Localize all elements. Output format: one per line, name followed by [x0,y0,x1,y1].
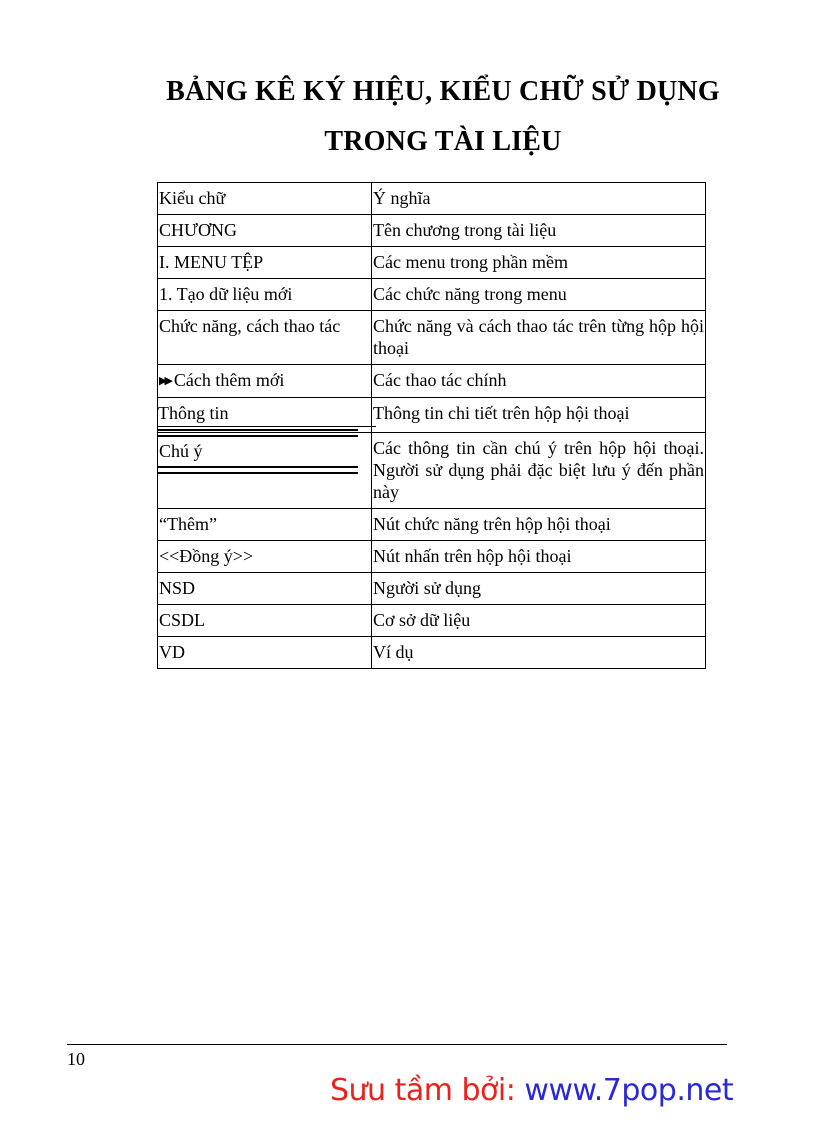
table-row [158,279,706,311]
meaning-cell: Các menu trong phần mềm [372,247,706,279]
style-cell-text: Cách thêm mới [173,370,285,390]
style-cell: VD [158,637,372,669]
document-title-line-2: TRONG TÀI LIỆU [324,126,562,157]
style-cell: <<Đồng ý>> [158,541,372,573]
style-cell: NSD [158,573,372,605]
meaning-cell: Nút chức năng trên hộp hội thoại [372,509,706,541]
style-cell: 1. Tạo dữ liệu mới [158,279,372,311]
footer-divider [67,1044,727,1045]
meaning-cell: Tên chương trong tài liệu [372,215,706,247]
table-row [158,605,706,637]
style-cell-text: Chú ý [159,441,203,461]
table-row [158,215,706,247]
style-cell: “Thêm” [158,509,372,541]
table-header-row [158,183,706,215]
meaning-cell: Chức năng và cách thao tác trên từng hộp hội thoại [372,311,706,365]
table-row [158,573,706,605]
double-rule-divider [158,466,358,474]
meaning-cell: Ví dụ [372,637,706,669]
meaning-cell: Nút nhấn trên hộp hội thoại [372,541,706,573]
style-cell [158,398,372,433]
meaning-cell: Các thông tin cần chú ý trên hộp hội thoại. Người sử dụng phải đặc biệt lưu ý đến phần này [372,433,706,509]
style-cell [158,365,372,398]
header-style-cell: Kiểu chữ [158,183,372,215]
page-number: 10 [67,1049,85,1069]
meaning-cell: Người sử dụng [372,573,706,605]
meaning-cell: Cơ sở dữ liệu [372,605,706,637]
double-rule-divider [158,429,358,437]
style-cell: Chức năng, cách thao tác [158,311,372,365]
table-row [158,247,706,279]
style-cell [158,433,372,509]
meaning-cell: Các thao tác chính [372,365,706,398]
watermark-site: www.7pop.net [524,1073,734,1108]
style-cell: I. MENU TỆP [158,247,372,279]
underlined-style-sample: Thông tin [158,402,376,427]
watermark [330,1073,733,1108]
document-title-line-1: BẢNG KÊ KÝ HIỆU, KIỂU CHỮ SỬ DỤNG [166,76,720,107]
meaning-cell: Các chức năng trong menu [372,279,706,311]
meaning-cell: Thông tin chi tiết trên hộp hội thoại [372,398,706,433]
table-row [158,637,706,669]
table-row [158,541,706,573]
style-cell: CSDL [158,605,372,637]
table-row [158,365,706,398]
header-meaning-cell: Ý nghĩa [372,183,706,215]
double-right-arrow-icon: ▶▶ [159,375,170,387]
table-row [158,509,706,541]
table-row [158,311,706,365]
symbol-legend-table [157,182,706,669]
style-cell: CHƯƠNG [158,215,372,247]
watermark-label: Sưu tầm bởi: [330,1073,516,1108]
table-row [158,433,706,509]
table-row [158,398,706,433]
